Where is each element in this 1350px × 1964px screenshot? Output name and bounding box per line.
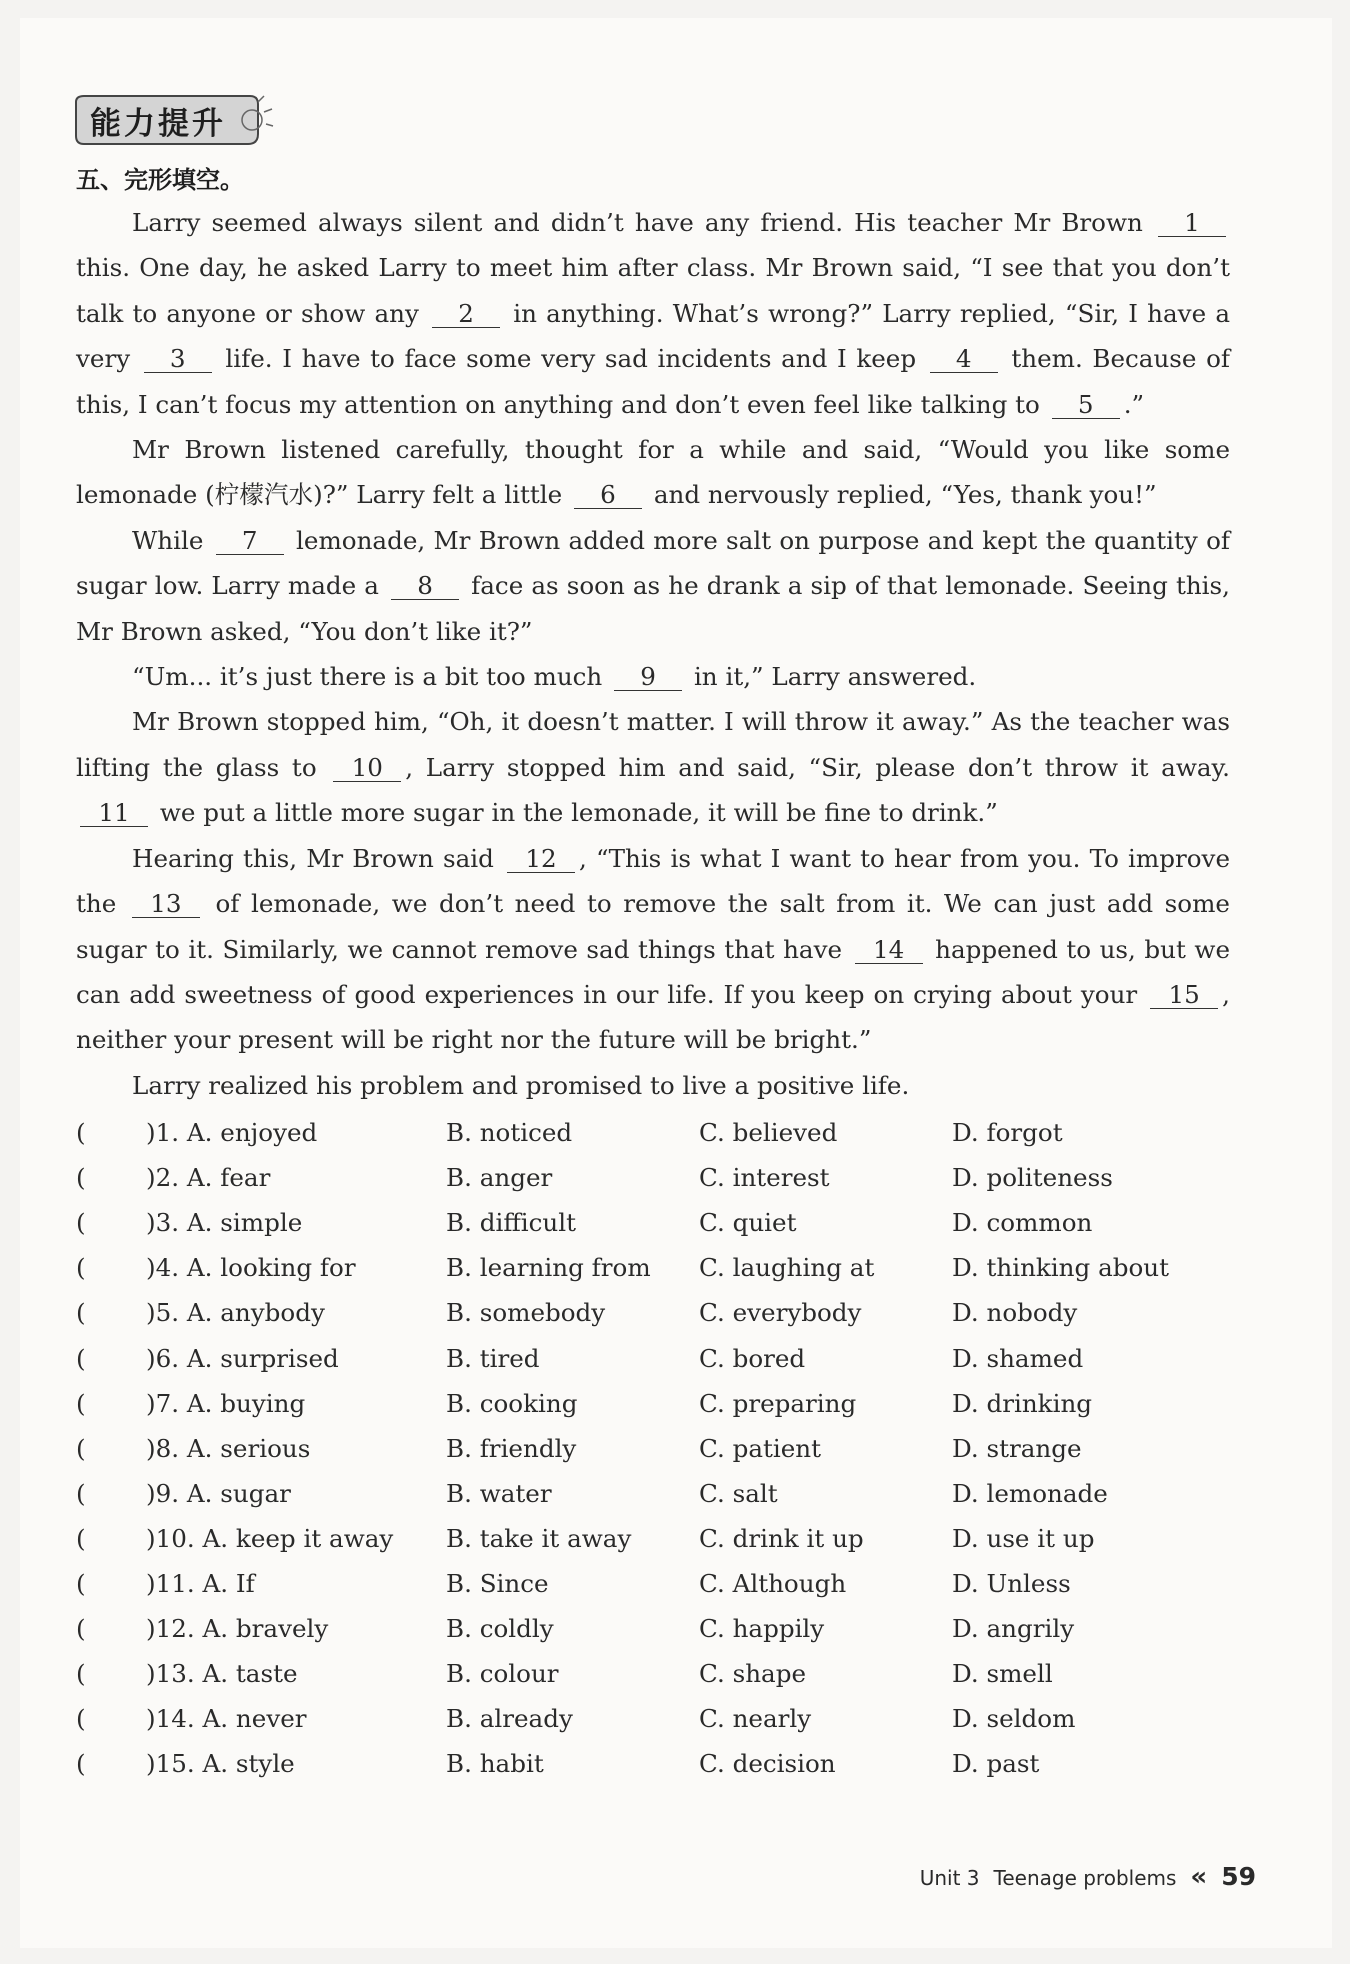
cloze-passage <box>76 200 1230 1108</box>
passage-text: happened to us, but we can add sweetness of good experiences in our life. If you keep on crying about your <box>76 934 1230 1009</box>
option-a: )12. A. bravely <box>146 1614 329 1644</box>
page-number: 59 <box>1221 1862 1256 1891</box>
answer-paren[interactable]: ( <box>76 1478 86 1508</box>
blank-5: 5 <box>1052 392 1120 419</box>
option-a: )6. A. surprised <box>146 1343 339 1373</box>
answer-paren[interactable]: ( <box>76 1388 86 1418</box>
blank-4: 4 <box>930 346 998 373</box>
option-b: B. anger <box>446 1163 553 1193</box>
blank-1: 1 <box>1158 210 1226 237</box>
paragraph <box>76 1063 1230 1108</box>
answer-paren[interactable]: ( <box>76 1253 86 1283</box>
paragraph <box>76 200 1230 427</box>
option-d: D. nobody <box>952 1298 1078 1328</box>
blank-9: 9 <box>614 664 682 691</box>
answer-paren[interactable]: ( <box>76 1523 86 1553</box>
passage-text: Larry seemed always silent and didn’t have any friend. His teacher Mr Brown <box>132 208 1143 237</box>
option-d: D. drinking <box>952 1388 1093 1418</box>
answer-paren[interactable]: ( <box>76 1118 86 1148</box>
question-row <box>76 1245 1236 1290</box>
option-c: C. nearly <box>699 1704 812 1734</box>
option-a: )3. A. simple <box>146 1208 303 1238</box>
passage-text: While <box>132 525 204 555</box>
option-b: B. tired <box>446 1343 540 1373</box>
blank-14: 14 <box>855 937 923 964</box>
passage-text: this. One day, he asked Larry to meet him after class. Mr Brown said, “I see that you don’t talk to anyone or show any <box>76 253 1230 328</box>
option-d: D. strange <box>952 1433 1082 1463</box>
option-a: )7. A. buying <box>146 1388 306 1418</box>
passage-text: and nervously replied, “Yes, thank you!” <box>653 480 1157 510</box>
option-c: C. preparing <box>699 1388 857 1418</box>
question-row <box>76 1516 1236 1561</box>
answer-paren[interactable]: ( <box>76 1659 86 1689</box>
question-row <box>76 1200 1236 1245</box>
footer-title: Teenage problems <box>993 1866 1177 1890</box>
option-d: D. Unless <box>952 1568 1071 1598</box>
option-a: )5. A. anybody <box>146 1298 325 1328</box>
option-b: B. habit <box>446 1749 544 1779</box>
option-d: D. shamed <box>952 1343 1084 1373</box>
option-a: )8. A. serious <box>146 1433 311 1463</box>
option-c: C. decision <box>699 1749 836 1779</box>
option-d: D. common <box>952 1208 1093 1238</box>
answer-paren[interactable]: ( <box>76 1343 86 1373</box>
option-b: B. Since <box>446 1568 549 1598</box>
option-d: D. lemonade <box>952 1478 1108 1508</box>
option-b: B. cooking <box>446 1388 578 1418</box>
passage-text: , Larry stopped him and said, “Sir, please don’t throw it away. <box>405 752 1230 782</box>
passage-text: , “This is what I want to hear from you. To improve the <box>76 843 1230 919</box>
option-b: B. friendly <box>446 1433 577 1463</box>
passage-text: Mr Brown stopped him, “Oh, it doesn’t matter. I will throw it away.” As the teacher was lifting the glass to <box>76 707 1230 782</box>
option-b: B. colour <box>446 1659 559 1689</box>
question-row <box>76 1335 1236 1380</box>
chevron-left-icon: « <box>1190 1862 1208 1892</box>
blank-3: 3 <box>144 346 212 373</box>
blank-8: 8 <box>391 573 459 600</box>
answer-paren[interactable]: ( <box>76 1208 86 1238</box>
paragraph <box>76 427 1230 518</box>
question-row <box>76 1155 1236 1200</box>
option-b: B. difficult <box>446 1208 577 1238</box>
passage-text: face as soon as he drank a sip of that lemonade. Seeing this, Mr Brown asked, “You don’t like it?” <box>76 571 1230 646</box>
option-c: C. everybody <box>699 1298 862 1328</box>
passage-text: Mr Brown listened carefully, thought for a while and said, “Would you like some lemonade (柠檬汽水)?” Larry felt a little <box>76 435 1230 510</box>
question-row <box>76 1606 1236 1651</box>
option-d: D. use it up <box>952 1523 1095 1553</box>
question-row <box>76 1561 1236 1606</box>
option-c: C. happily <box>699 1614 825 1644</box>
passage-text: of lemonade, we don’t need to remove the salt from it. We can just add some sugar to it. Similarly, we cannot remove sad things that have <box>76 889 1230 964</box>
option-c: C. laughing at <box>699 1253 875 1283</box>
paragraph <box>76 699 1230 835</box>
option-b: B. take it away <box>446 1523 632 1553</box>
option-a: )10. A. keep it away <box>146 1523 394 1553</box>
option-a: )9. A. sugar <box>146 1478 291 1508</box>
option-d: D. politeness <box>952 1163 1113 1193</box>
question-row <box>76 1290 1236 1335</box>
option-b: B. already <box>446 1704 573 1734</box>
option-d: D. forgot <box>952 1118 1063 1148</box>
option-d: D. past <box>952 1749 1040 1779</box>
option-d: D. angrily <box>952 1614 1075 1644</box>
footer-unit: Unit 3 <box>919 1866 980 1890</box>
option-b: B. learning from <box>446 1253 651 1283</box>
question-row <box>76 1696 1236 1741</box>
section-heading: 五、完形填空。 <box>76 166 244 194</box>
question-row <box>76 1741 1236 1786</box>
badge-label: 能力提升 <box>90 106 226 142</box>
option-a: )4. A. looking for <box>146 1253 356 1283</box>
passage-text: Hearing this, Mr Brown said <box>132 843 494 873</box>
question-row <box>76 1110 1236 1155</box>
option-c: C. drink it up <box>699 1523 864 1553</box>
option-c: C. interest <box>699 1163 830 1193</box>
section-badge <box>74 94 264 146</box>
option-a: )15. A. style <box>146 1749 295 1779</box>
answer-paren[interactable]: ( <box>76 1163 86 1193</box>
question-row <box>76 1381 1236 1426</box>
blank-12: 12 <box>507 846 575 873</box>
passage-text: in anything. What’s wrong?” Larry replied, “Sir, I have a very <box>76 298 1230 374</box>
answer-paren[interactable]: ( <box>76 1298 86 1328</box>
blank-11: 11 <box>80 800 148 827</box>
paragraph <box>76 654 1230 699</box>
option-c: C. bored <box>699 1343 806 1373</box>
option-d: D. smell <box>952 1659 1053 1689</box>
option-c: C. believed <box>699 1118 838 1148</box>
option-a: )14. A. never <box>146 1704 307 1734</box>
option-b: B. coldly <box>446 1614 554 1644</box>
passage-text: Larry realized his problem and promised to live a positive life. <box>132 1070 910 1100</box>
option-b: B. noticed <box>446 1118 573 1148</box>
blank-2: 2 <box>432 301 500 328</box>
answer-paren[interactable]: ( <box>76 1749 86 1779</box>
option-c: C. shape <box>699 1659 806 1689</box>
page-footer <box>920 1862 1256 1892</box>
passage-text: lemonade, Mr Brown added more salt on purpose and kept the quantity of sugar low. Larry made a <box>76 525 1231 601</box>
answer-paren[interactable]: ( <box>76 1568 86 1598</box>
answer-paren[interactable]: ( <box>76 1614 86 1644</box>
question-list <box>76 1110 1236 1786</box>
passage-text: .” <box>1123 389 1145 419</box>
answer-paren[interactable]: ( <box>76 1433 86 1463</box>
question-row <box>76 1471 1236 1516</box>
option-c: C. Although <box>699 1568 847 1598</box>
question-row <box>76 1651 1236 1696</box>
blank-10: 10 <box>333 755 401 782</box>
option-d: D. thinking about <box>952 1253 1170 1283</box>
passage-text: in it,” Larry answered. <box>693 662 977 692</box>
option-a: )13. A. taste <box>146 1659 298 1689</box>
option-b: B. somebody <box>446 1298 606 1328</box>
passage-text: life. I have to face some very sad incidents and I keep <box>225 344 917 374</box>
option-c: C. patient <box>699 1433 822 1463</box>
question-row <box>76 1426 1236 1471</box>
option-a: )11. A. If <box>146 1568 255 1598</box>
option-c: C. quiet <box>699 1208 797 1238</box>
option-a: )1. A. enjoyed <box>146 1118 318 1148</box>
paragraph <box>76 518 1230 654</box>
passage-text: we put a little more sugar in the lemonade, it will be fine to drink.” <box>159 798 998 828</box>
passage-text: them. Because of this, I can’t focus my attention on anything and don’t even feel like talking to <box>76 344 1231 419</box>
blank-7: 7 <box>216 528 284 555</box>
answer-paren[interactable]: ( <box>76 1704 86 1734</box>
paragraph <box>76 836 1230 1063</box>
option-c: C. salt <box>699 1478 778 1508</box>
passage-text: , neither your present will be right nor the future will be bright.” <box>76 979 1230 1055</box>
blank-6: 6 <box>574 482 642 509</box>
blank-13: 13 <box>132 891 200 918</box>
passage-text: “Um... it’s just there is a bit too much <box>132 662 603 692</box>
option-d: D. seldom <box>952 1704 1076 1734</box>
blank-15: 15 <box>1150 982 1218 1009</box>
option-b: B. water <box>446 1478 552 1508</box>
option-a: )2. A. fear <box>146 1163 271 1193</box>
